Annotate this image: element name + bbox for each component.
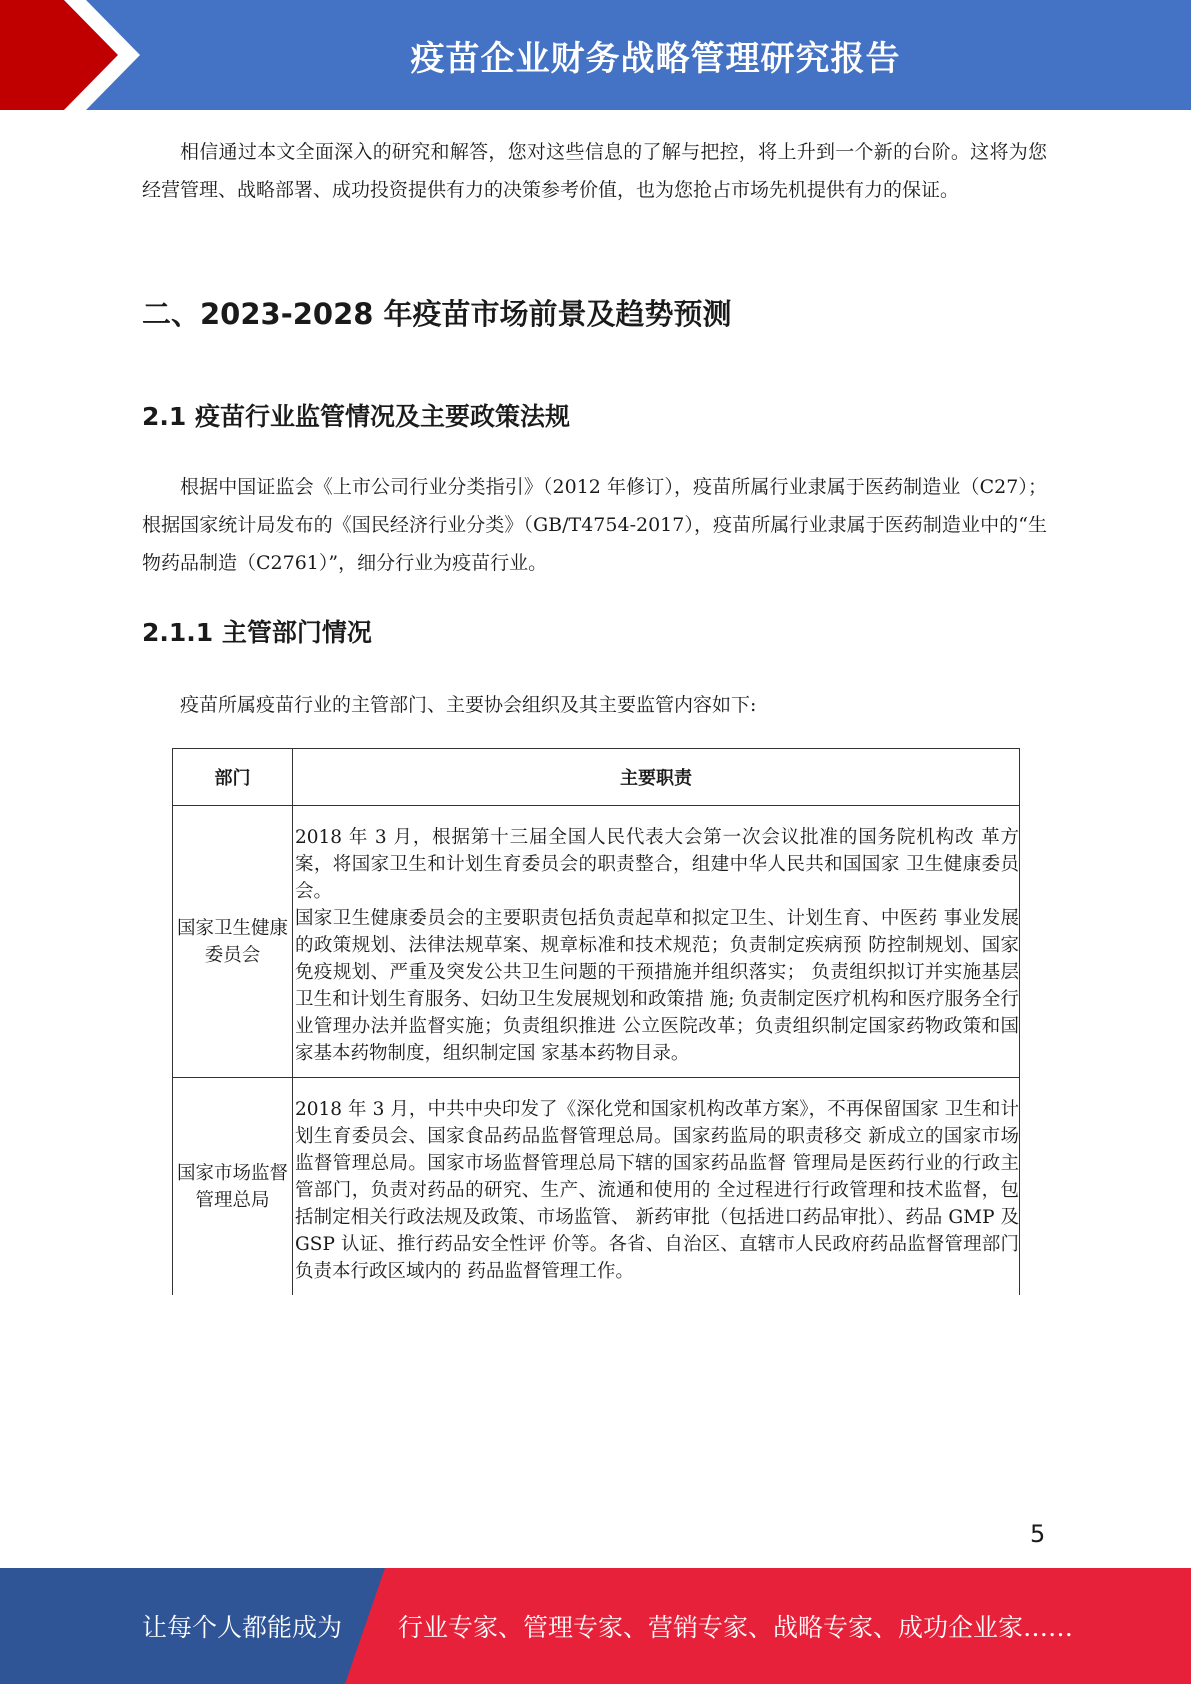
table-row [173, 806, 1020, 1078]
department-cell: 国家市场监督管理总局 [173, 1078, 293, 1296]
departments-table [172, 748, 1020, 1295]
department-cell: 国家卫生健康委员会 [173, 806, 293, 1078]
table-header-row [173, 749, 1020, 806]
report-footer [0, 1568, 1191, 1684]
section-2-1-paragraph: 根据中国证监会《上市公司行业分类指引》（2012 年修订），疫苗所属行业隶属于医药制造业（C27）；根据国家统计局发布的《国民经济行业分类》（GB/T4754-2017），疫苗所属行业隶属于医药制造业中的“生物药品制造（C2761）”，细分行业为疫苗行业。 [142, 476, 1047, 574]
duty-cell: 2018 年 3 月，中共中央印发了《深化党和国家机构改革方案》，不再保留国家 卫生和计划生育委员会、国家食品药品监督管理总局。国家药监局的职责移交 新成立的国家市场监督管理总局。国家市场监督管理总局下辖的国家药品监督 管理局是医药行业的行政主管部门，负责对药品的研究、生产、流通和使用的 全过程进行行政管理和技术监督，包括制定相关行政法规及政策、市场监管、 新药审批（包括进口药品审批）、药品 GMP 及 GSP 认证、推行药品安全性评 价等。各省、自治区、直辖市人民政府药品监督管理部门负责本行政区域内的 药品监督管理工作。 [293, 1078, 1020, 1296]
intro-paragraph: 相信通过本文全面深入的研究和解答，您对这些信息的了解与把控，将上升到一个新的台阶。这将为您经营管理、战略部署、成功投资提供有力的决策参考价值，也为您抢占市场先机提供有力的保证。 [142, 141, 1047, 201]
duty-cell [293, 806, 1020, 1078]
section-2-1-1-heading: 2.1.1 主管部门情况 [142, 618, 372, 647]
duty-text: 国家卫生健康委员会的主要职责包括负责起草和拟定卫生、计划生育、中医药 事业发展的政策规划、法律法规草案、规章标准和技术规范；负责制定疾病预 防控制规划、国家免疫规划、严重及突发公共卫生问题的干预措施并组织落实； 负责组织拟订并实施基层卫生和计划生育服务、妇幼卫生发展规划和政策措 施; 负责制定医疗机构和医疗服务全行业管理办法并监督实施；负责组织推进 公立医院改革；负责组织制定国家药物政策和国家基本药物制度，组织制定国 家基本药物目录。 [295, 908, 1019, 1064]
page-number: 5 [1030, 1520, 1046, 1548]
table-header-cell: 主要职责 [293, 749, 1020, 806]
table-row [173, 1078, 1020, 1296]
report-title: 疫苗企业财务战略管理研究报告 [410, 38, 901, 79]
section-2-heading: 二、2023-2028 年疫苗市场前景及趋势预测 [142, 297, 732, 331]
table-header-cell: 部门 [173, 749, 293, 806]
red-chevron-icon [0, 0, 160, 110]
report-header [0, 0, 1191, 110]
section-2-1-heading: 2.1 疫苗行业监管情况及主要政策法规 [142, 402, 570, 431]
footer-slogan-left: 让每个人都能成为 [142, 1613, 343, 1642]
duty-text: 2018 年 3 月，根据第十三届全国人民代表大会第一次会议批准的国务院机构改 革方案，将国家卫生和计划生育委员会的职责整合，组建中华人民共和国国家 卫生健康委员会。 [295, 827, 1019, 902]
footer-slogan-right: 行业专家、管理专家、营销专家、战略专家、成功企业家…… [398, 1613, 1074, 1642]
section-2-1-1-paragraph: 疫苗所属疫苗行业的主管部门、主要协会组织及其主要监管内容如下: [180, 694, 757, 716]
